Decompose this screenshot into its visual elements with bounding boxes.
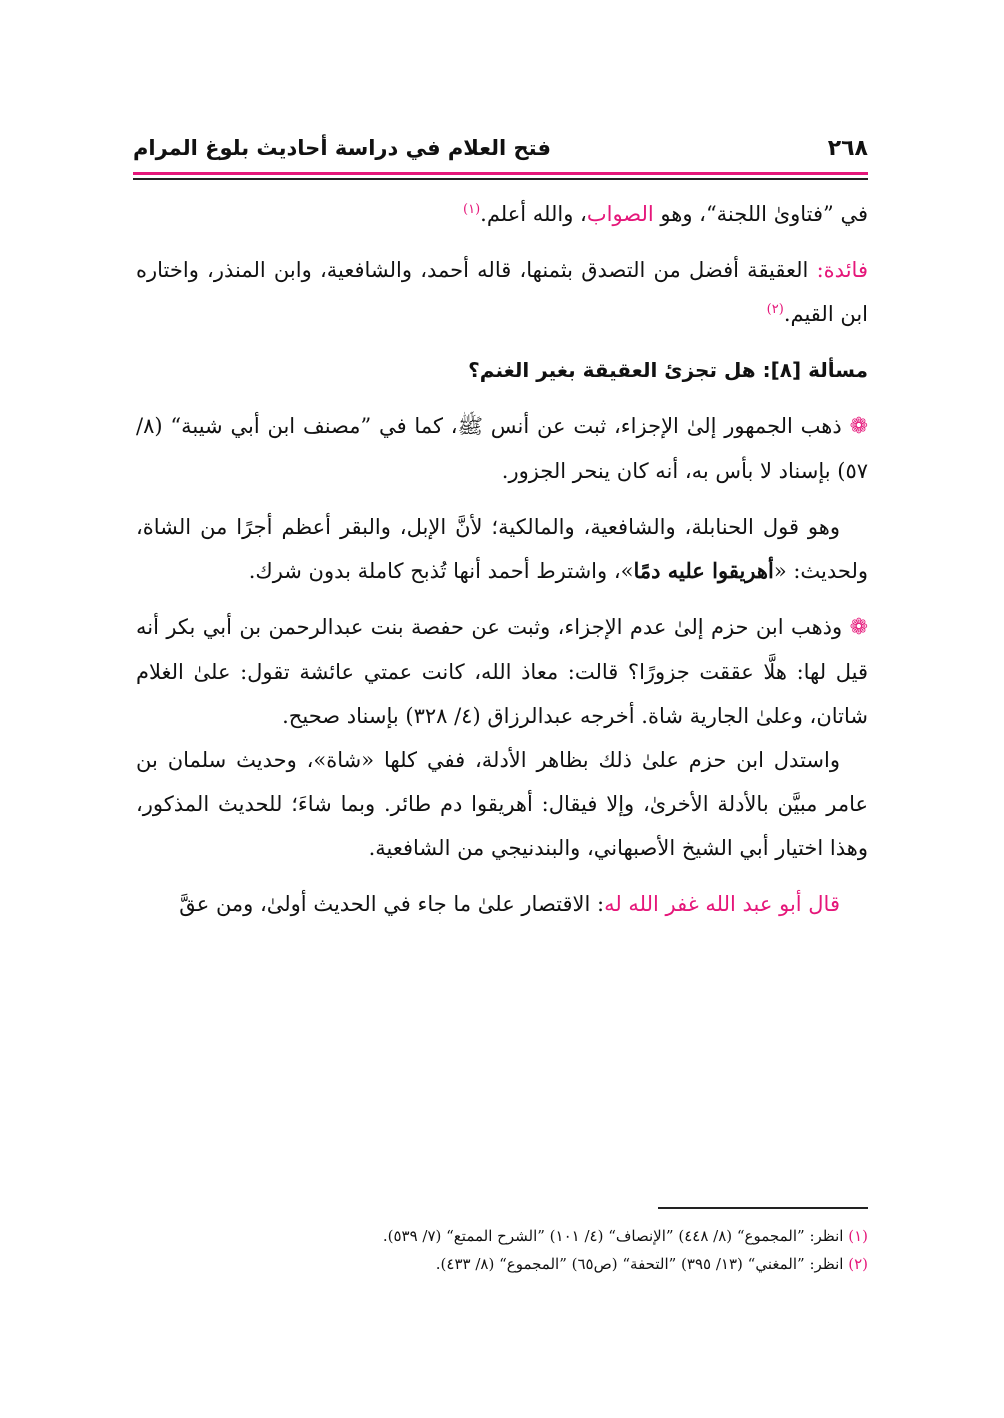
hadith-quote: أهريقوا عليه دمًا: [633, 558, 774, 583]
header-rule-black: [133, 178, 868, 180]
paragraph-1: [136, 192, 868, 236]
footnote-ref-1[interactable]: (١): [463, 202, 481, 217]
p4-text-b: »، واشترط أحمد أنها تُذبح كاملة بدون شرك.: [248, 559, 634, 583]
footnote-ref-2[interactable]: (٢): [766, 302, 784, 317]
p4-text-a: وهو قول الحنابلة، والشافعية، والمالكية؛ لأنَّ الإبل، والبقر أعظم أجرًا من الشاة، ولحديث: «: [136, 515, 868, 583]
paragraph-7: [136, 882, 868, 926]
p2-text: العقيقة أفضل من التصدق بثمنها، قاله أحمد، والشافعية، وابن المنذر، واختاره ابن القيم.: [136, 258, 868, 326]
paragraph-5: [136, 605, 868, 738]
author-remark-label: قال أبو عبد الله غفر الله له: [604, 892, 840, 916]
footnote-text: انظر: ”المجموع“ (٨/ ٤٤٨) ”الإنصاف“ (٤/ ١٠١) ”الشرح الممتع“ (٧/ ٥٣٩).: [382, 1227, 844, 1245]
main-text: [136, 192, 868, 926]
p6-text: واستدل ابن حزم علىٰ ذلك بظاهر الأدلة، ففي كلها «شاة»، وحديث سلمان بن عامر مبيَّن بالأدلة الأخرىٰ، وإلا فيقال: أهريقوا دم طائر. وبما شاءَ؛ للحديث المذكور، وهذا اختيار أبي الشيخ الأصبهاني، والبندنيجي من الشافعية.: [136, 748, 868, 860]
footnote-2: [136, 1250, 868, 1278]
page-number: ٢٦٨: [827, 135, 868, 161]
issue-label: مسألة [٨]:: [762, 358, 868, 382]
paragraph-4: [136, 505, 868, 593]
footnote-separator: [658, 1207, 868, 1209]
p3-text: ذهب الجمهور إلىٰ الإجزاء، ثبت عن أنس ﷺ، كما في ”مصنف ابن أبي شيبة“ (٨/ ٥٧) بإسناد لا بأس به، أنه كان ينحر الجزور.: [136, 414, 868, 483]
flower-icon: ❁: [849, 615, 869, 640]
flower-icon: ❁: [849, 414, 868, 439]
p1-highlight: الصواب: [586, 202, 654, 226]
p1-text-b: ، والله أعلم.: [480, 202, 587, 226]
paragraph-2: [136, 248, 868, 336]
running-header: [133, 128, 868, 168]
footnote-text: انظر: ”المغني“ (١٣/ ٣٩٥) ”التحفة“ (ص٦٥) ”المجموع“ (٨/ ٤٣٣).: [435, 1255, 844, 1273]
footnotes: [136, 1222, 868, 1278]
paragraph-3: [136, 404, 868, 493]
footnote-1: [136, 1222, 868, 1250]
p5-text: وذهب ابن حزم إلىٰ عدم الإجزاء، وثبت عن حفصة بنت عبدالرحمن بن أبي بكر أنه قيل لها: هلَّا عققت جزورًا؟ قالت: معاذ الله، كانت عمتي عائشة تقول: علىٰ الغلام شاتان، وعلىٰ الجارية شاة. أخرجه عبدالرزاق (٤/ ٣٢٨) بإسناد صحيح.: [136, 615, 868, 728]
p1-text-a: في ”فتاوىٰ اللجنة“، وهو: [653, 202, 868, 226]
footnote-number: (١): [848, 1227, 868, 1245]
footnote-number: (٢): [848, 1255, 868, 1273]
header-rule-pink: [133, 172, 868, 175]
p7-text: : الاقتصار علىٰ ما جاء في الحديث أولىٰ، ومن عقَّ: [179, 892, 605, 916]
paragraph-6: [136, 738, 868, 870]
benefit-label: فائدة:: [816, 258, 868, 282]
book-title: فتح العلام في دراسة أحاديث بلوغ المرام: [133, 136, 551, 160]
section-heading: [136, 348, 868, 392]
issue-title: هل تجزئ العقيقة بغير الغنم؟: [468, 358, 763, 382]
